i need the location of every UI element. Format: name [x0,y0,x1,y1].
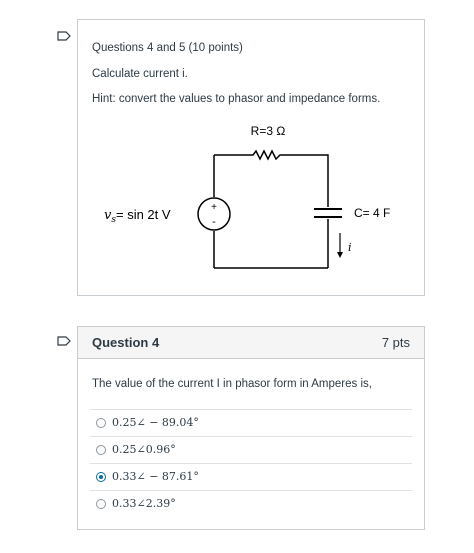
prompt-text: Calculate current i. [92,68,188,80]
radio-button[interactable] [96,499,106,509]
answer-option[interactable] [90,436,412,463]
resistor-wire [214,151,328,207]
answer-label: 0.33∠2.39° [112,497,176,510]
flag-icon[interactable] [57,31,71,41]
question-points: 7 pts [381,335,410,350]
question-hint: Hint: convert the values to phasor and impedance forms. [92,93,381,105]
question-group-card [77,19,425,296]
current-label: i [348,241,352,254]
flag-icon[interactable] [57,336,71,346]
answer-option[interactable] [90,409,412,436]
source-label: $v_s= \sin 2t$ V [104,207,171,225]
answer-label: 0.25∠ − 89.04° [112,416,199,429]
radio-button-selected[interactable] [96,472,106,482]
answer-label: 0.33∠ − 87.61° [112,470,199,483]
question-title: Question 4 [92,335,160,350]
answer-option-selected[interactable] [90,463,412,490]
answer-label: 0.25∠0.96° [112,443,176,456]
question-4-card [77,326,425,530]
capacitor-label: C= 4 F [354,206,391,220]
question-header [78,327,424,359]
resistor-label: R=3 Ω [250,124,286,138]
answer-option[interactable] [90,490,412,517]
question-prompt [92,68,188,80]
question-text: The value of the current I in phasor form in Amperes is, [92,378,372,390]
plus-sign: + [211,202,217,213]
circuit-diagram [78,115,424,285]
current-arrow-head [337,252,343,258]
question-group-title: Questions 4 and 5 (10 points) [92,42,243,54]
minus-sign: - [212,216,216,228]
radio-button[interactable] [96,418,106,428]
radio-button[interactable] [96,445,106,455]
